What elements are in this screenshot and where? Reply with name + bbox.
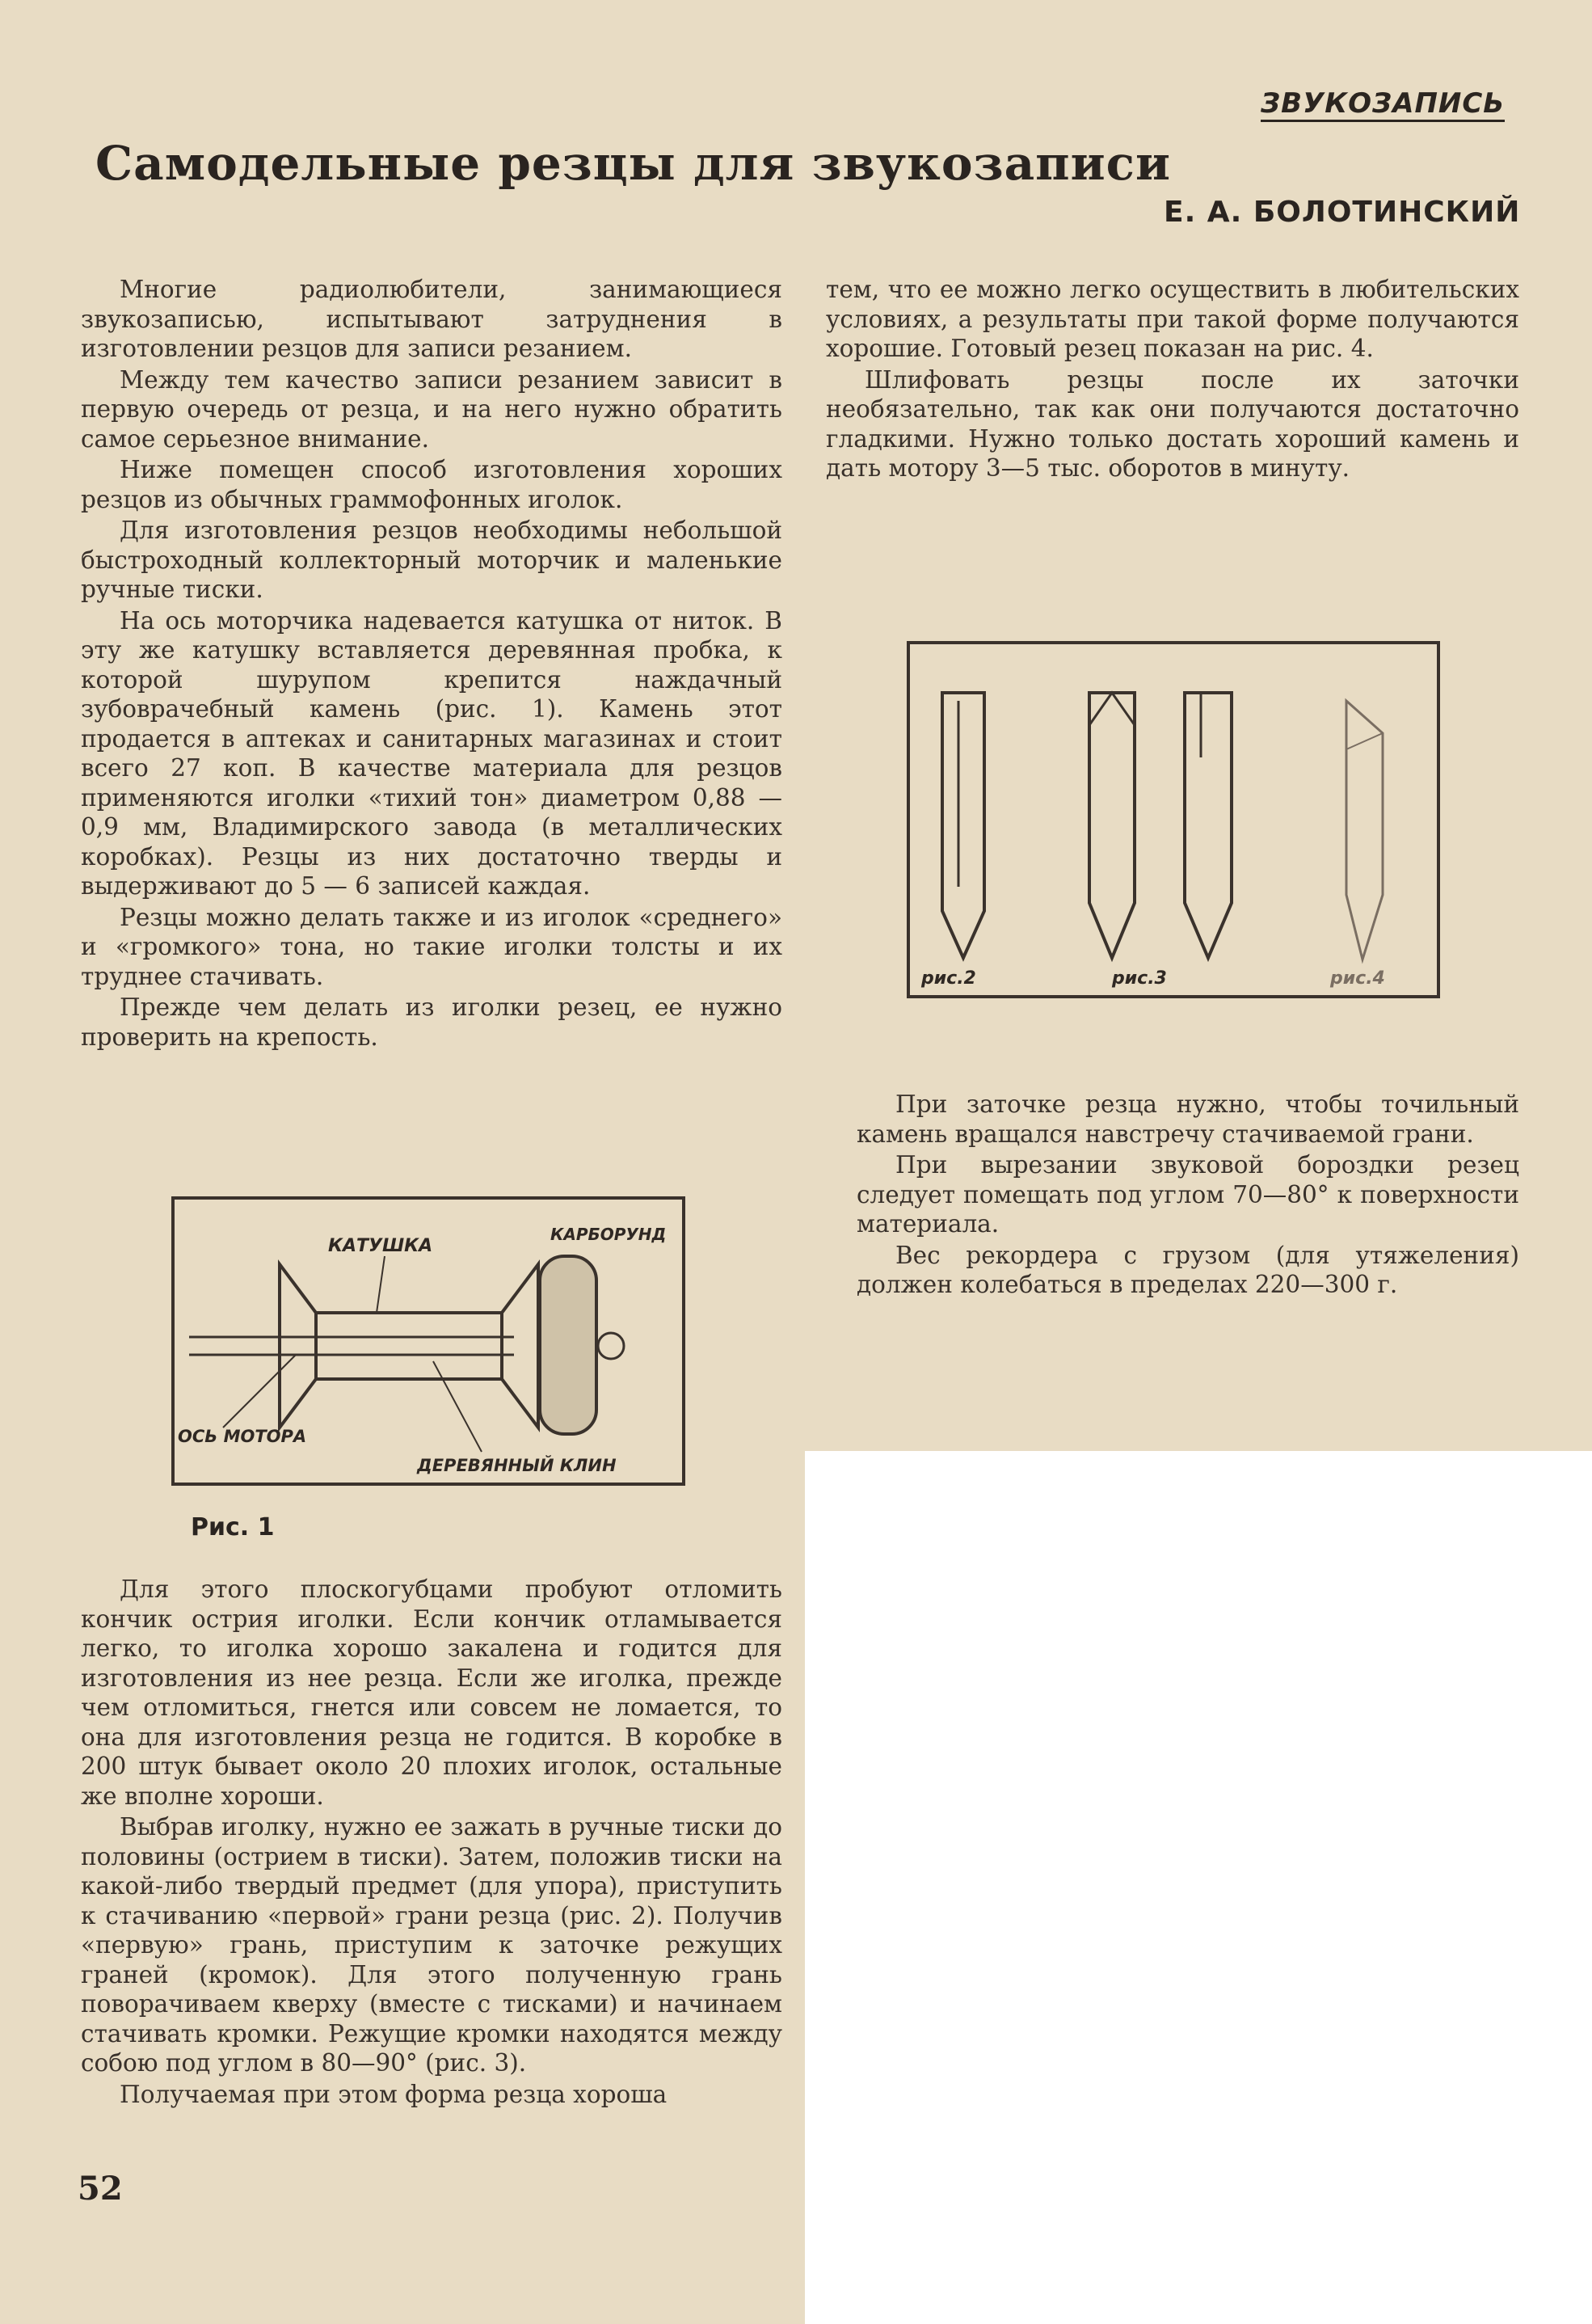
paragraph: Резцы можно делать также и из иголок «среднего» и «громкого» тона, но такие иголки толсты и их труднее стачивать.	[81, 903, 782, 990]
label-stone: КАРБОРУНД	[550, 1225, 667, 1244]
label-spool: КАТУШКА	[328, 1236, 433, 1256]
section-heading: ЗВУКОЗАПИСЬ	[1261, 87, 1505, 122]
label-motor-axis: ОСЬ МОТОРА	[178, 1427, 307, 1446]
column-left-top	[81, 275, 782, 1053]
figure-1-motor-grinder	[171, 1196, 685, 1486]
paragraph: При вырезании звуковой бороздки резец следует помещать под углом 70—80° к поверхности материала.	[857, 1151, 1519, 1238]
label-fig2: рис.2	[921, 968, 976, 989]
label-fig3: рис.3	[1112, 968, 1167, 989]
figure-1-drawing	[175, 1200, 682, 1483]
column-right-top	[826, 275, 1519, 485]
paragraph: тем, что ее можно легко осуществить в любительских условиях, а результаты при такой форме получаются хорошие. Готовый резец показан на рис. 4.	[826, 276, 1519, 362]
figure-1-caption: Рис. 1	[191, 1513, 275, 1542]
figures-2-3-4-drawing	[910, 644, 1437, 995]
paragraph: Ниже помещен способ изготовления хороших резцов из обычных граммофонных иголок.	[81, 456, 782, 513]
paragraph: Между тем качество записи резанием зависит в первую очередь от резца, и на него нужно обратить самое серьезное внимание.	[81, 365, 782, 453]
paragraph: Для изготовления резцов необходимы небольшой быстроходный коллекторный моторчик и маленькие ручные тиски.	[81, 517, 782, 603]
paragraph: При заточке резца нужно, чтобы точильный камень вращался навстречу стачиваемой грани.	[857, 1090, 1519, 1148]
label-fig4: рис.4	[1330, 968, 1385, 989]
scan-blank-area	[805, 1451, 1592, 2324]
paragraph: На ось моторчика надевается катушка от ниток. В эту же катушку вставляется деревянная пробка, к которой шурупом крепится наждачный зубоврачебный камень (рис. 1). Камень этот продается в аптеках и санитарных магазинах и стоит всего 27 коп. В качестве материала для резцов применяются иголки «тихий тон» диаметром 0,88 — 0,9 мм, Владимирского завода (в металлических коробках). Резцы из них достаточно тверды и выдерживают до 5 — 6 записей каждая.	[81, 606, 782, 900]
paragraph: Получаемая при этом форма резца хороша	[120, 2080, 668, 2108]
page-number: 52	[78, 2170, 123, 2208]
paragraph: Многие радиолюбители, занимающиеся звукозаписью, испытывают затруднения в изготовлении резцов для записи резанием.	[81, 276, 782, 362]
paragraph: Вес рекордера с грузом (для утяжеления) должен колебаться в пределах 220—300 г.	[857, 1241, 1519, 1298]
paragraph: Для этого плоскогубцами пробуют отломить кончик острия иголки. Если кончик отламывается легко, то иголка хорошо закалена и годится для изготовления из нее резца. Если же иголка, прежде чем отломиться, гнется или совсем не ломается, то она для изготовления резца не годится. В коробке в 200 штук бывает около 20 плохих иголок, остальные же вполне хороши.	[81, 1575, 782, 1810]
figure-2-3-4-cutters	[907, 641, 1440, 998]
article-title: Самодельные резцы для звукозаписи	[95, 136, 1171, 191]
article-author: Е. А. БОЛОТИНСКИЙ	[1164, 196, 1521, 229]
paragraph: Прежде чем делать из иголки резец, ее нужно проверить на крепость.	[81, 993, 782, 1051]
column-left-bottom	[81, 1575, 782, 2111]
paragraph: Шлифовать резцы после их заточки необязательно, так как они получаются достаточно гладкими. Нужно только достать хороший камень и дать мотору 3—5 тыс. оборотов в минуту.	[826, 365, 1519, 482]
paragraph: Выбрав иголку, нужно ее зажать в ручные тиски до половины (острием в тиски). Затем, положив тиски на какой-либо твердый предмет (для упора), приступить к стачиванию «первой» грани резца (рис. 2). Получив «первую» грань, приступим к заточке режущих граней (кромок). Для этого полученную грань поворачиваем кверху (вместе с тисками) и начинаем стачивать кромки. Режущие кромки находятся между собою под углом в 80—90° (рис. 3).	[81, 1813, 782, 2077]
column-right-bottom	[857, 1090, 1519, 1301]
label-wooden-wedge: ДЕРЕВЯННЫЙ КЛИН	[417, 1456, 617, 1475]
